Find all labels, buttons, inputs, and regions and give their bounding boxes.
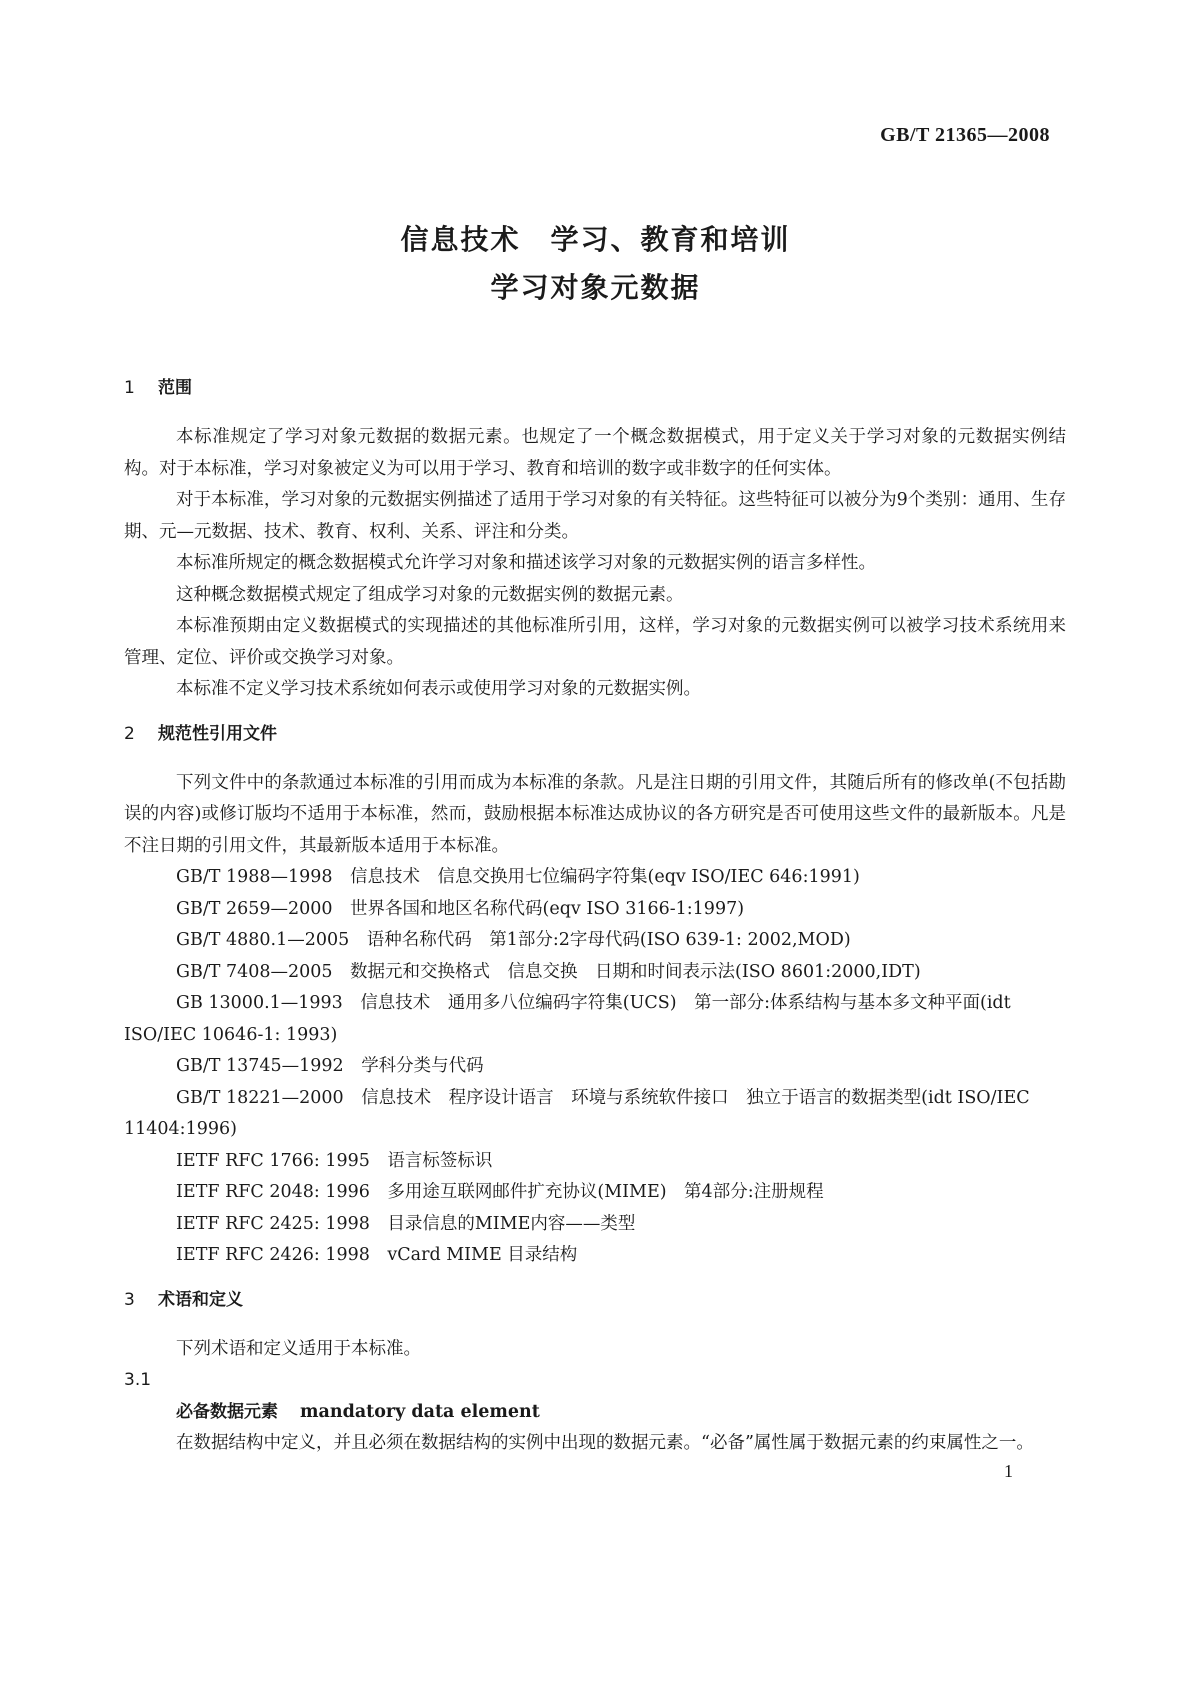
section-1-title: 范围 (158, 378, 192, 398)
section-1-paragraph: 本标准不定义学习技术系统如何表示或使用学习对象的元数据实例。 (176, 679, 701, 699)
reference-title: 学科分类与代码 (361, 1056, 484, 1076)
reference-item (124, 894, 1066, 926)
reference-item (124, 957, 1066, 989)
section-2-intro: 下列文件中的条款通过本标准的引用而成为本标准的条款。凡是注日期的引用文件，其随后所有的修改单(不包括勘误的内容)或修订版均不适用于本标准，然而，鼓励根据本标准达成协议的各方研究是否可使用这些文件的最新版本。凡是不注日期的引用文件，其最新版本适用于本标准。 (124, 772, 1066, 856)
term-definition: 在数据结构中定义，并且必须在数据结构的实例中出现的数据元素。“必备”属性属于数据元素的约束属性之一。 (176, 1433, 1034, 1453)
section-1-heading (124, 376, 1066, 400)
reference-code: GB 13000.1—1993 (176, 993, 343, 1013)
standard-code: GB/T 21365—2008 (880, 124, 1050, 146)
term-entry (176, 1397, 1066, 1429)
reference-code: GB/T 2659—2000 (176, 898, 333, 919)
section-1-paragraph: 本标准预期由定义数据模式的实现描述的其他标准所引用，这样，学习对象的元数据实例可以被学习技术系统用来管理、定位、评价或交换学习对象。 (124, 616, 1066, 668)
section-2-title: 规范性引用文件 (158, 723, 277, 744)
reference-code: GB/T 18221—2000 (176, 1087, 344, 1108)
reference-item (124, 988, 1066, 1051)
reference-item (124, 1240, 1066, 1272)
reference-title: 信息技术 通用多八位编码字符集(UCS) 第一部分:体系结构与基本多文种平面(idt ISO/IEC 10646-1: 1993) (124, 993, 1017, 1045)
section-1-paragraph: 本标准规定了学习对象元数据的数据元素。也规定了一个概念数据模式，用于定义关于学习对象的元数据实例结构。对于本标准，学习对象被定义为可以用于学习、教育和培训的数字或非数字的任何实体。 (124, 427, 1066, 479)
reference-title: 世界各国和地区名称代码(eqv ISO 3166-1:1997) (350, 898, 745, 919)
section-1-paragraph: 这种概念数据模式规定了组成学习对象的元数据实例的数据元素。 (176, 584, 684, 605)
reference-title: 数据元和交换格式 信息交换 日期和时间表示法(ISO 8601:2000,IDT) (350, 961, 921, 982)
reference-title: 语言标签标识 (387, 1150, 493, 1171)
clause-number: 3.1 (124, 1370, 152, 1390)
page-number: 1 (1004, 1461, 1013, 1481)
section-1-paragraph: 对于本标准，学习对象的元数据实例描述了适用于学习对象的有关特征。这些特征可以被分为9个类别：通用、生存期、元—元数据、技术、教育、权利、关系、评注和分类。 (124, 490, 1066, 542)
reference-title: 语种名称代码 第1部分:2字母代码(ISO 639-1: 2002,MOD) (366, 930, 851, 950)
reference-item (124, 1209, 1066, 1241)
reference-code: GB/T 13745—1992 (176, 1056, 344, 1076)
section-3-intro: 下列术语和定义适用于本标准。 (176, 1338, 421, 1359)
section-2-heading (124, 722, 1066, 746)
reference-code: IETF RFC 2048: 1996 (176, 1182, 370, 1202)
reference-list (124, 862, 1066, 1272)
term-english: mandatory data element (300, 1401, 540, 1422)
reference-item (124, 925, 1066, 957)
section-3-number: 3 (124, 1289, 135, 1310)
reference-code: GB/T 1988—1998 (176, 867, 333, 887)
document-body (124, 370, 1066, 1460)
reference-title: vCard MIME 目录结构 (387, 1245, 578, 1265)
reference-title: 目录信息的MIME内容——类型 (387, 1213, 636, 1234)
reference-code: GB/T 4880.1—2005 (176, 930, 350, 950)
reference-item (124, 862, 1066, 894)
reference-item (124, 1083, 1066, 1146)
document-title-line-2: 学习对象元数据 (490, 271, 701, 304)
reference-item (124, 1051, 1066, 1083)
reference-title: 信息技术 程序设计语言 环境与系统软件接口 独立于语言的数据类型(idt ISO/IEC 11404:1996) (124, 1087, 1036, 1139)
section-1-number: 1 (124, 378, 135, 398)
document-title-line-1: 信息技术 学习、教育和培训 (400, 223, 791, 256)
reference-code: IETF RFC 2426: 1998 (176, 1245, 370, 1265)
reference-code: IETF RFC 1766: 1995 (176, 1150, 370, 1171)
section-3-heading (124, 1288, 1066, 1312)
section-2-number: 2 (124, 723, 135, 744)
reference-code: IETF RFC 2425: 1998 (176, 1213, 370, 1234)
reference-title: 多用途互联网邮件扩充协议(MIME) 第4部分:注册规程 (387, 1182, 824, 1202)
reference-item (124, 1146, 1066, 1178)
term-chinese: 必备数据元素 (176, 1401, 278, 1422)
reference-title: 信息技术 信息交换用七位编码字符集(eqv ISO/IEC 646:1991) (350, 867, 860, 887)
reference-code: GB/T 7408—2005 (176, 961, 333, 982)
section-3-title: 术语和定义 (158, 1289, 243, 1310)
section-1-paragraph: 本标准所规定的概念数据模式允许学习对象和描述该学习对象的元数据实例的语言多样性。 (176, 553, 876, 573)
reference-item (124, 1177, 1066, 1209)
